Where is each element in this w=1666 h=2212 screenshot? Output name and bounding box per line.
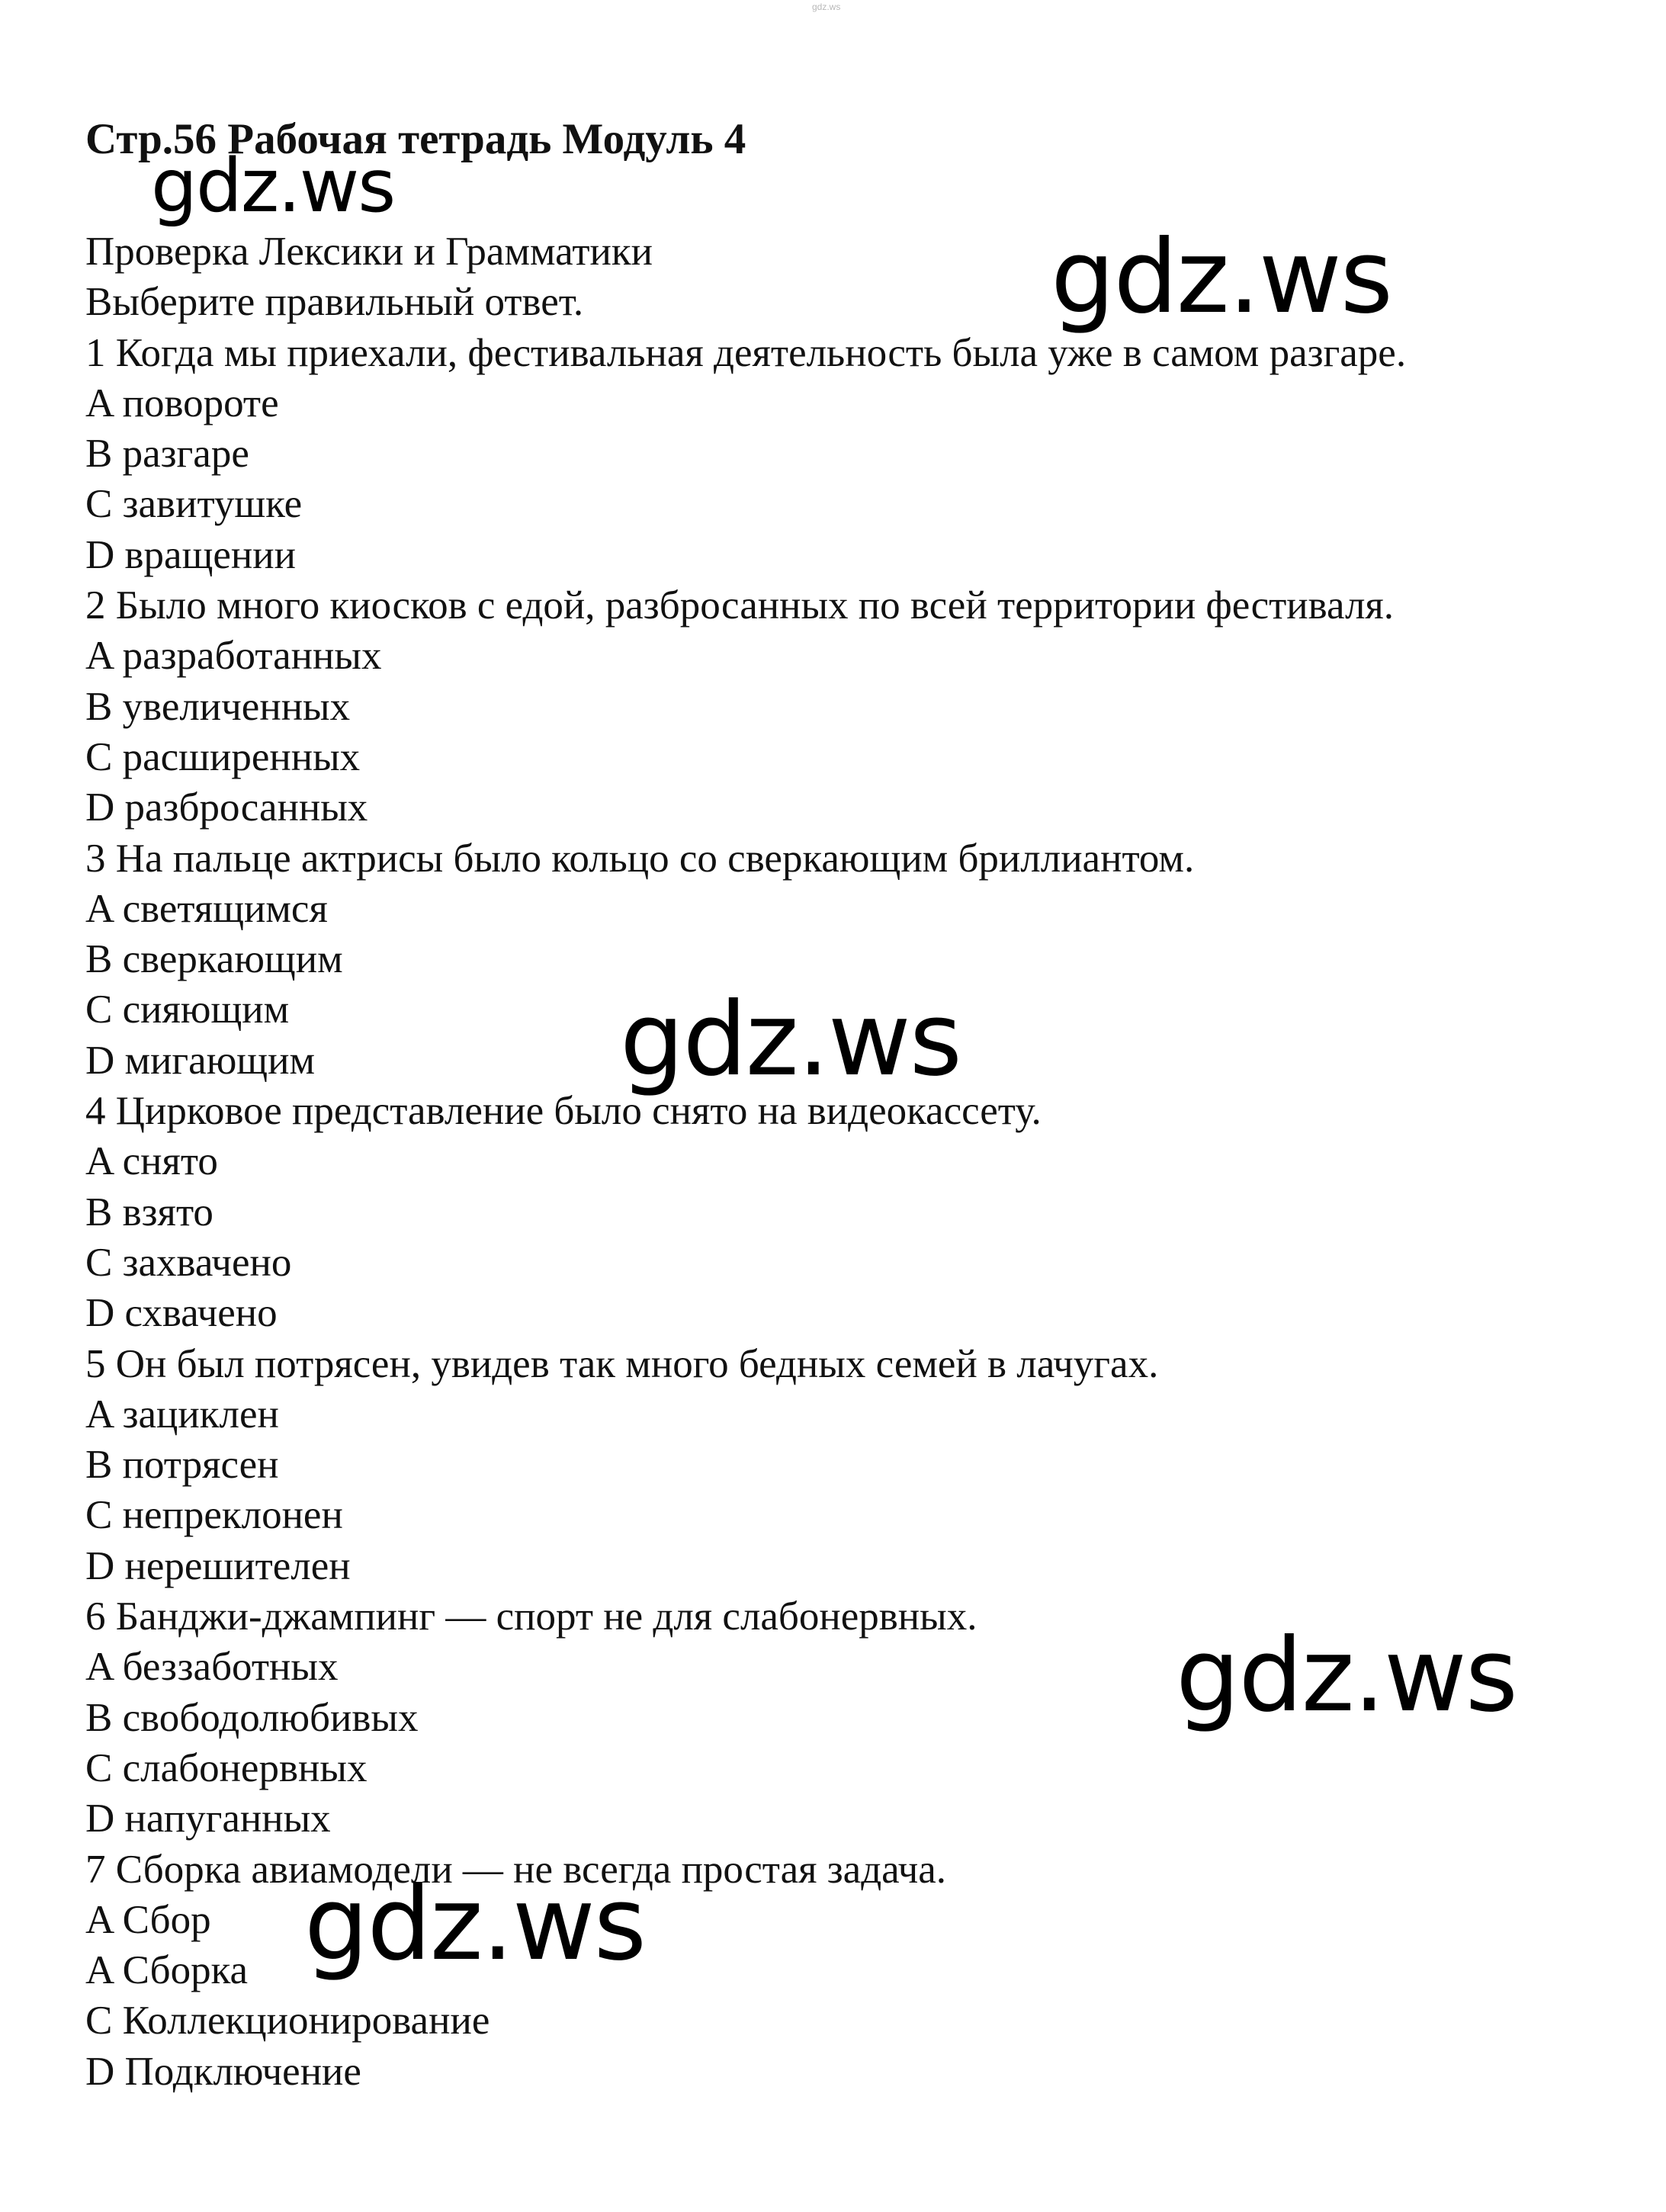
option-c: C сияющим <box>85 987 290 1032</box>
option-c: C непреклонен <box>85 1493 343 1538</box>
option-b: B увеличенных <box>85 684 351 729</box>
section-title: Проверка Лексики и Грамматики <box>85 230 653 274</box>
option-a: A Сбор <box>85 1897 211 1942</box>
option-c: C завитушке <box>85 482 303 527</box>
page-title: Стр.56 Рабочая тетрадь Модуль 4 <box>85 115 746 163</box>
option-b: B сверкающим <box>85 937 343 982</box>
option-a: A светящимся <box>85 886 328 931</box>
instruction: Выберите правильный ответ. <box>85 280 584 325</box>
question-text: 5 Он был потрясен, увидев так много бедных семей в лачугах. <box>85 1341 1159 1386</box>
option-a: A снято <box>85 1139 218 1184</box>
question-text: 4 Цирковое представление было снято на видеокассету. <box>85 1089 1042 1134</box>
option-a-second: A Сборка <box>85 1948 249 1993</box>
option-a: A разработанных <box>85 634 382 679</box>
watermark: gdz.ws <box>1051 219 1392 336</box>
question-text: 1 Когда мы приехали, фестивальная деятельность была уже в самом разгаре. <box>85 330 1407 375</box>
option-b: B свободолюбивых <box>85 1695 419 1740</box>
option-d: D мигающим <box>85 1038 315 1083</box>
option-b: B разгаре <box>85 432 249 477</box>
option-a: A зациклен <box>85 1392 279 1437</box>
option-b: B взято <box>85 1189 213 1234</box>
option-d: D напуганных <box>85 1796 331 1841</box>
question-text: 7 Сборка авиамодели — не всегда простая задача. <box>85 1847 946 1892</box>
question-text: 6 Банджи-джампинг — спорт не для слабонервных. <box>85 1594 977 1639</box>
question-5 <box>85 1339 1626 1591</box>
option-b: B потрясен <box>85 1443 279 1488</box>
option-d: D разбросанных <box>85 785 368 830</box>
watermark: gdz.ws <box>151 143 395 229</box>
option-c: C слабонервных <box>85 1745 368 1790</box>
option-a: A беззаботных <box>85 1645 339 1690</box>
document-body <box>85 219 1626 2097</box>
watermark: gdz.ws <box>1176 1617 1517 1735</box>
option-d: D нерешителен <box>85 1543 351 1588</box>
watermark: gdz.ws <box>304 1866 646 1983</box>
watermark: gdz.ws <box>620 981 961 1099</box>
question-text: 2 Было много киосков с едой, разбросанных по всей территории фестиваля. <box>85 583 1395 628</box>
question-4 <box>85 1086 1626 1338</box>
option-c: C Коллекционирование <box>85 1999 490 2043</box>
question-1 <box>85 328 1626 580</box>
question-text: 3 На пальце актрисы было кольцо со сверкающим бриллиантом. <box>85 836 1195 881</box>
option-a: A повороте <box>85 380 279 425</box>
option-c: C захвачено <box>85 1240 292 1285</box>
option-d: D Подключение <box>85 2049 361 2094</box>
option-c: C расширенных <box>85 734 361 779</box>
page-mark: gdz.ws <box>812 2 841 12</box>
option-d: D вращении <box>85 532 296 577</box>
question-2 <box>85 580 1626 833</box>
option-d: D схвачено <box>85 1291 278 1336</box>
